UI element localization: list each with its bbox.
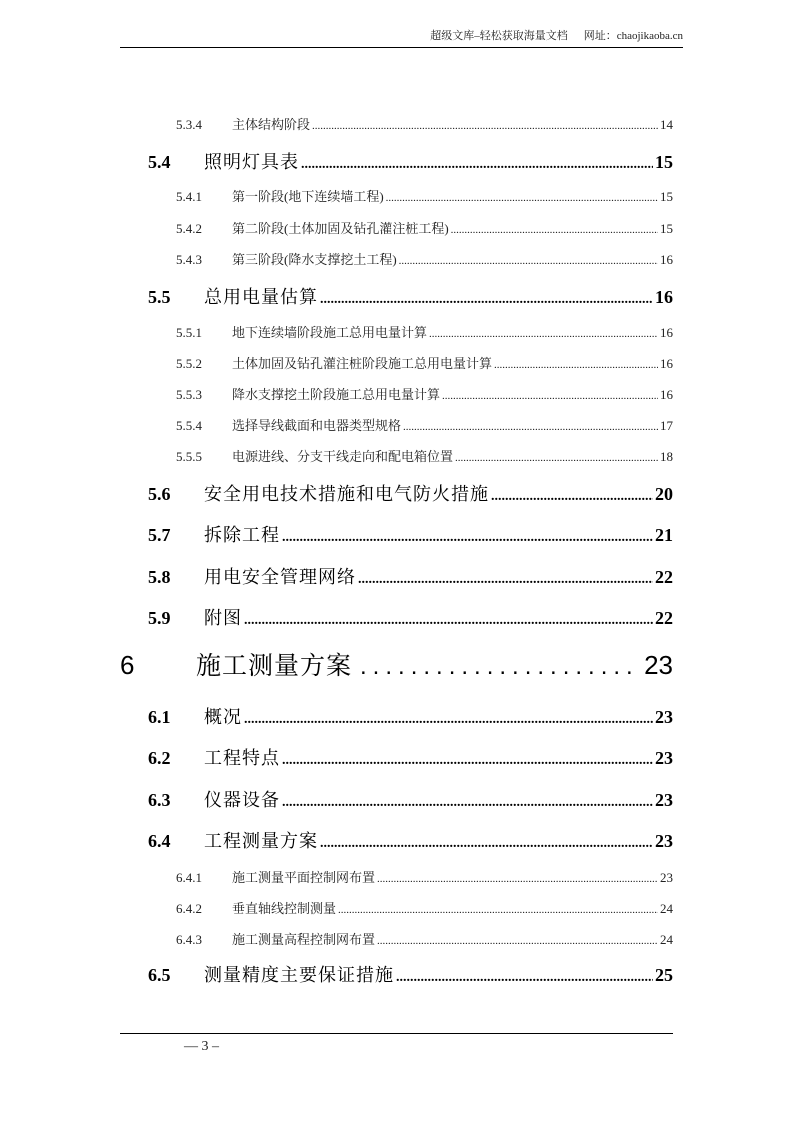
toc-entry-page: 23 (655, 790, 673, 810)
toc-entry[interactable] (176, 186, 673, 205)
toc-entry-number: 5.7 (148, 525, 171, 545)
toc-entry[interactable] (148, 961, 673, 987)
toc-leader-dots (338, 904, 658, 916)
toc-entry-number: 6.5 (148, 965, 171, 985)
toc-entry-title: 工程特点 (204, 748, 280, 769)
toc-entry-number: 5.4.1 (176, 189, 202, 204)
toc-entry[interactable] (176, 353, 673, 372)
toc-entry-page: 22 (655, 608, 673, 628)
toc-entry-number: 5.6 (148, 484, 171, 504)
toc-entry-title: 仪器设备 (204, 790, 280, 811)
toc-entry-page: 16 (660, 252, 673, 267)
toc-entry-page: 25 (655, 965, 673, 985)
footer-rule (120, 1033, 673, 1034)
toc-entry[interactable] (176, 898, 673, 917)
toc-entry-page: 23 (644, 650, 673, 680)
toc-entry-title: 施工测量平面控制网布置 (232, 870, 376, 885)
toc-entry-number: 6.1 (148, 707, 171, 727)
toc-entry-title: 土体加固及钻孔灌注桩阶段施工总用电量计算 (232, 356, 493, 371)
toc-leader-dots (442, 390, 658, 402)
toc-entry-title: 垂直轴线控制测量 (232, 901, 337, 916)
toc-entry-page: 16 (660, 356, 673, 371)
toc-leader-dots (282, 530, 653, 546)
toc-entry-page: 24 (660, 901, 673, 916)
toc-entry[interactable] (176, 218, 673, 237)
toc-entry-number: 5.4 (148, 152, 171, 172)
toc-entry-title: 测量精度主要保证措施 (204, 965, 394, 986)
toc-entry[interactable] (148, 786, 673, 812)
toc-entry-number: 5.8 (148, 567, 171, 587)
toc-entry-page: 21 (655, 525, 673, 545)
toc-entry[interactable] (148, 604, 673, 630)
toc-entry-title: 选择导线截面和电器类型规格 (232, 418, 402, 433)
toc-entry-title: 主体结构阶段 (232, 117, 311, 132)
toc-entry-title: 第二阶段(土体加固及钻孔灌注桩工程) (232, 221, 449, 236)
toc-entry[interactable] (120, 646, 673, 682)
toc-leader-dots (396, 970, 653, 986)
toc-leader-dots (494, 359, 658, 371)
toc-entry-page: 17 (660, 418, 673, 433)
toc-entry-number: 5.9 (148, 608, 171, 628)
toc-entry-page: 14 (660, 117, 673, 132)
toc-entry-title: 工程测量方案 (204, 831, 318, 852)
toc-entry-title: 用电安全管理网络 (204, 567, 356, 588)
toc-entry[interactable] (148, 744, 673, 770)
toc-leader-dots (244, 712, 653, 728)
toc-entry-page: 20 (655, 484, 673, 504)
toc-entry-title: 照明灯具表 (204, 152, 299, 173)
toc-entry-page: 16 (660, 387, 673, 402)
toc-entry-number: 6.3 (148, 790, 171, 810)
toc-entry-number: 6.2 (148, 748, 171, 768)
toc-entry-number: 6 (120, 650, 135, 680)
toc-entry-title: 拆除工程 (204, 525, 280, 546)
toc-entry-number: 6.4.2 (176, 901, 202, 916)
toc-leader-dots (455, 452, 658, 464)
toc-leader-dots (403, 421, 658, 433)
toc-entry[interactable] (176, 322, 673, 341)
toc-entry-page: 23 (655, 748, 673, 768)
toc-entry-title: 附图 (204, 608, 242, 629)
toc-leader-dots (358, 572, 653, 588)
toc-entry-number: 5.5 (148, 287, 171, 307)
toc-entry-number: 6.4 (148, 831, 171, 851)
toc-leader-dots (244, 613, 653, 629)
toc-entry[interactable] (148, 703, 673, 729)
toc-leader-dots (491, 489, 653, 505)
toc-entry-title: 降水支撑挖土阶段施工总用电量计算 (232, 387, 441, 402)
toc-entry-page: 23 (655, 707, 673, 727)
toc-entry-title: 施工测量方案 (196, 651, 353, 680)
toc-entry[interactable] (148, 827, 673, 853)
toc-leader-dots (386, 192, 658, 204)
toc-entry-page: 15 (660, 189, 673, 204)
header-url: 网址：chaojikaoba.cn (583, 30, 683, 42)
toc-leader-dots (360, 653, 636, 681)
toc-leader-dots (282, 795, 653, 811)
toc-entry-title: 电源进线、分支干线走向和配电箱位置 (232, 449, 454, 464)
toc-entry[interactable] (176, 415, 673, 434)
toc-entry-number: 5.5.3 (176, 387, 202, 402)
toc-entry-number: 5.4.3 (176, 252, 202, 267)
toc-leader-dots (429, 328, 658, 340)
toc-entry-title: 总用电量估算 (204, 287, 318, 308)
toc-entry-page: 22 (655, 567, 673, 587)
toc-entry-page: 18 (660, 449, 673, 464)
toc-entry[interactable] (148, 563, 673, 589)
toc-entry[interactable] (148, 521, 673, 547)
toc-entry[interactable] (176, 929, 673, 948)
toc-leader-dots (312, 120, 658, 132)
toc-entry[interactable] (148, 148, 673, 174)
toc-entry-number: 5.5.4 (176, 418, 202, 433)
toc-entry[interactable] (176, 384, 673, 403)
toc-entry-number: 5.3.4 (176, 117, 202, 132)
toc-entry-title: 安全用电技术措施和电气防火措施 (204, 484, 489, 505)
toc-entry-title: 概况 (204, 707, 242, 728)
toc-entry-title: 第一阶段(地下连续墙工程) (232, 189, 384, 204)
toc-entry[interactable] (148, 480, 673, 506)
toc-entry-number: 5.5.1 (176, 325, 202, 340)
toc-entry-page: 23 (660, 870, 673, 885)
toc-entry-number: 5.5.2 (176, 356, 202, 371)
page-header (120, 27, 683, 48)
toc-entry-number: 5.5.5 (176, 449, 202, 464)
toc-leader-dots (377, 935, 658, 947)
toc-entry[interactable] (148, 283, 673, 309)
toc-entry-title: 施工测量高程控制网布置 (232, 932, 376, 947)
toc-entry-number: 5.4.2 (176, 221, 202, 236)
toc-entry-title: 地下连续墙阶段施工总用电量计算 (232, 325, 428, 340)
toc-entry[interactable] (176, 249, 673, 268)
toc-entry-page: 16 (660, 325, 673, 340)
toc-leader-dots (320, 836, 653, 852)
toc-entry-page: 15 (660, 221, 673, 236)
toc-entry-number: 6.4.3 (176, 932, 202, 947)
toc-entry-page: 24 (660, 932, 673, 947)
toc-entry-title: 第三阶段(降水支撑挖土工程) (232, 252, 397, 267)
toc-entry-page: 23 (655, 831, 673, 851)
toc-leader-dots (377, 873, 658, 885)
toc-leader-dots (399, 255, 658, 267)
toc-leader-dots (301, 157, 653, 173)
toc-leader-dots (451, 224, 658, 236)
toc-leader-dots (282, 753, 653, 769)
header-site-name: 超级文库–轻松获取海量文档 (430, 30, 568, 42)
toc-entry[interactable] (176, 446, 673, 465)
toc-entry[interactable] (176, 867, 673, 886)
toc-entry-page: 15 (655, 152, 673, 172)
toc-entry[interactable] (176, 114, 673, 133)
page-number: — 3 – (184, 1039, 219, 1054)
toc-entry-number: 6.4.1 (176, 870, 202, 885)
toc-leader-dots (320, 292, 653, 308)
toc-entry-page: 16 (655, 287, 673, 307)
